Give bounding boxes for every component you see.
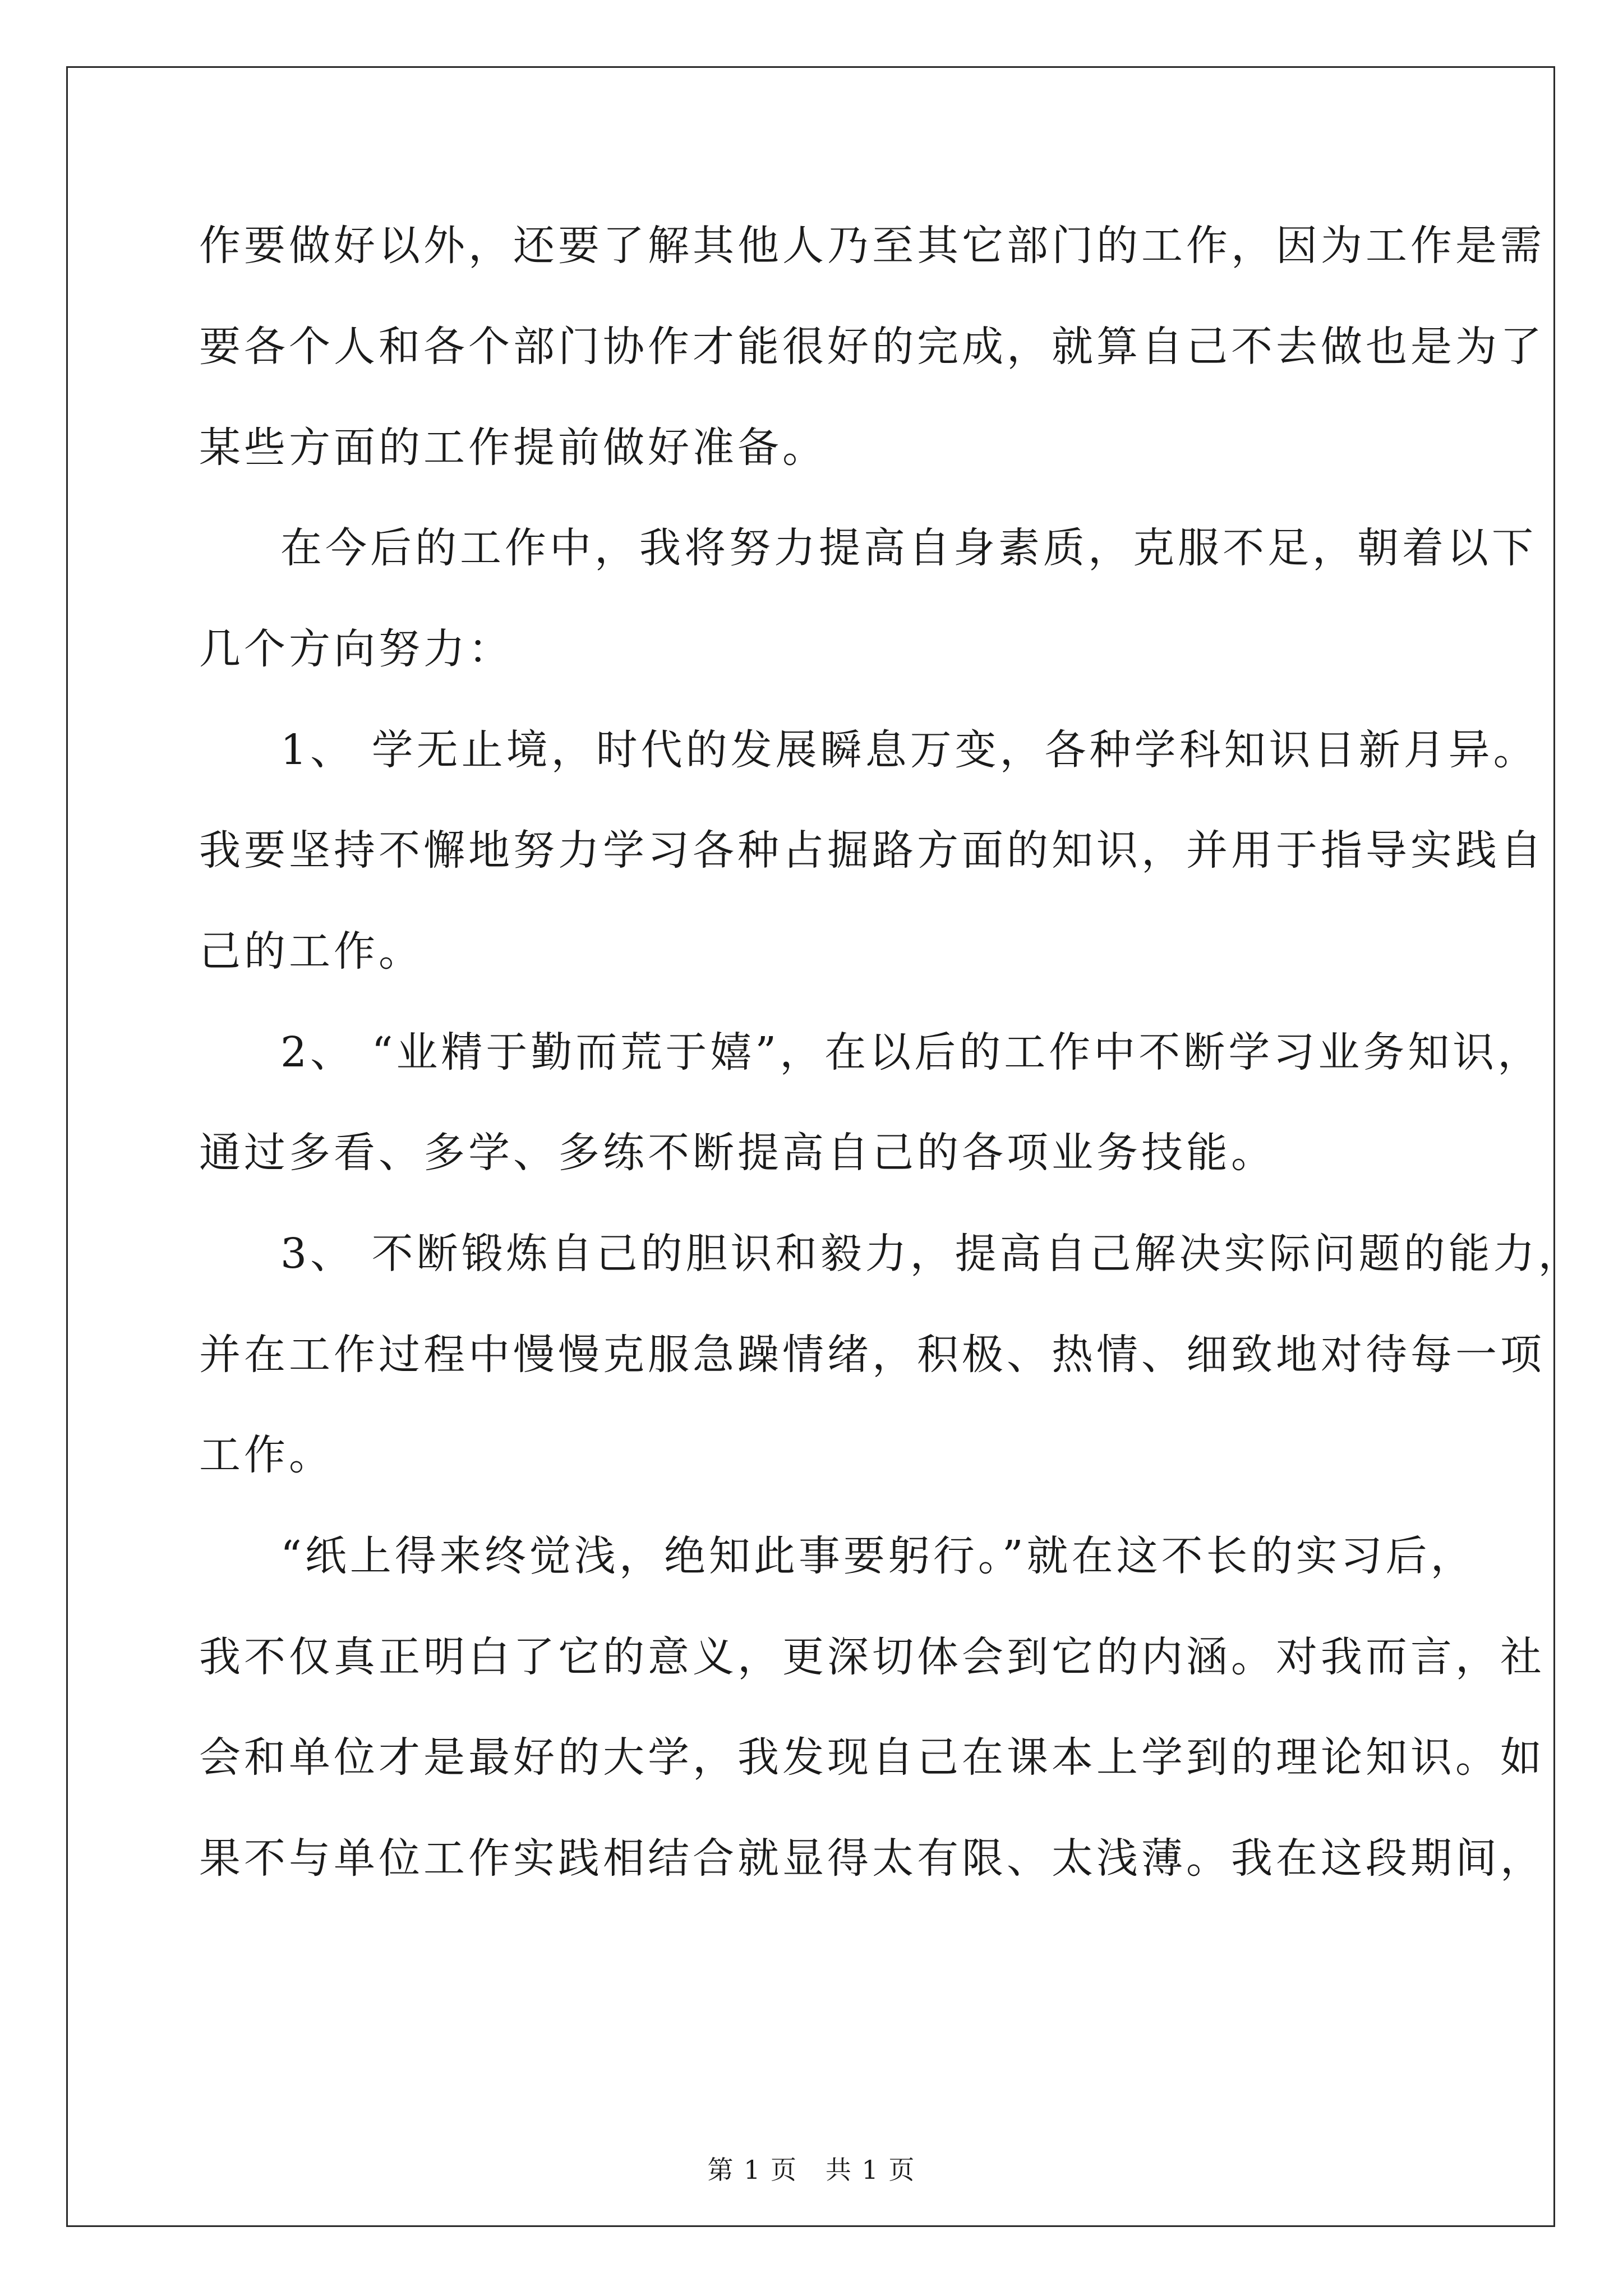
page-number-footer: 第 1 页 共 1 页 (707, 2155, 916, 2185)
text-line: 会和单位才是最好的大学，我发现自己在课本上学到的理论知识。如 (199, 1733, 1545, 1782)
list-item-3-line: 3、 不断锻炼自己的胆识和毅力，提高自己解决实际问题的能力， (280, 1230, 1583, 1278)
list-item-1-line: 1、 学无止境，时代的发展瞬息万变，各种学科知识日新月异。 (280, 726, 1538, 774)
text-line: 几个方向努力： (199, 625, 513, 673)
text-line: 要各个人和各个部门协作才能很好的完成，就算自己不去做也是为了 (199, 323, 1545, 371)
text-line: 通过多看、多学、多练不断提高自己的各项业务技能。 (199, 1129, 1276, 1177)
text-line: 工作。 (199, 1431, 334, 1479)
list-item-2-line: 2、 “业精于勤而荒于嬉”，在以后的工作中不断学习业务知识， (280, 1028, 1543, 1076)
text-line: 我要坚持不懈地努力学习各种占掘路方面的知识，并用于指导实践自 (199, 826, 1545, 875)
paragraph-start-line: 在今后的工作中，我将努力提高自身素质，克服不足，朝着以下 (280, 524, 1537, 572)
text-line: 并在工作过程中慢慢克服急躁情绪，积极、热情、细致地对待每一项 (199, 1331, 1545, 1379)
text-line: 我不仅真正明白了它的意义，更深切体会到它的内涵。对我而言，社 (199, 1633, 1545, 1681)
paragraph-start-line: “纸上得来终觉浅，绝知此事要躬行。”就在这不长的实习后， (280, 1532, 1476, 1580)
text-line: 果不与单位工作实践相结合就显得太有限、太浅薄。我在这段期间， (199, 1834, 1545, 1883)
text-line: 某些方面的工作提前做好准备。 (199, 424, 827, 472)
text-line: 己的工作。 (199, 927, 423, 976)
text-line: 作要做好以外，还要了解其他人乃至其它部门的工作，因为工作是需 (199, 222, 1545, 270)
